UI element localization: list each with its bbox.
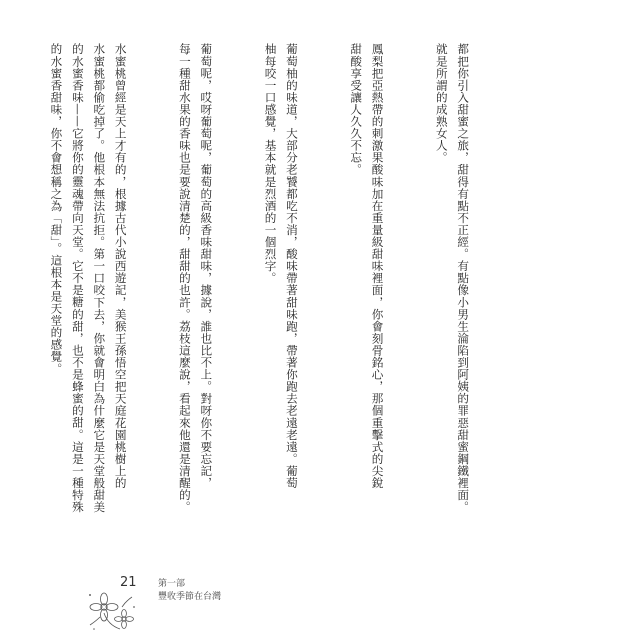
chapter-part-label: 第一部	[158, 579, 186, 589]
chapter-title: 豐收季節在台灣	[158, 592, 222, 602]
paragraph: 都把你引入甜蜜之旅，甜得有點不正經。有點像小男生淪陷到阿姨的罪惡甜蜜鋼鐵裡面。 就是所謂的成熟女人。	[434, 43, 471, 513]
paragraph: 葡萄柚的味道，大部分老饕都吃不消，酸味帶著甜味跑，帶著你跑去老遠老遠。葡萄 柚每咬一口感覺，基本就是烈酒的一個烈字。	[263, 43, 299, 489]
paragraph: 葡萄呢，哎呀葡萄呢，葡萄的高級香味甜味，據說，誰也比不上。對呀你不要忘記， 每一種甜水果的香味也是要說清楚的，甜甜的也許。荔枝這麼說，看起來他還是清醒的。	[177, 43, 214, 513]
paragraph: 鳳梨把亞熱帶的刺激果酸味加在重量級甜味裡面，你會刻骨銘心，那個重擊式的尖銳 甜酸享受讓人久久不忘。	[349, 43, 385, 489]
flower-ornament-icon	[82, 585, 142, 631]
page-number: 21	[120, 575, 137, 590]
paragraph: 水蜜桃曾經是天上才有的，根據古代小說西遊記，美猴王孫悟空把天庭花園桃樹上的 水蜜桃都偷吃掉了。他根本無法抗拒。第一口咬下去，你就會明白為什麼它是天堂般甜美 的水蜜香味——它將你的靈魂帶向天堂。它不是糖的甜，也不是蜂蜜的甜。這是一種特殊 的水蜜香甜味，你不會想稱之為「甜」。這根本是天堂的感覺。	[49, 43, 128, 513]
